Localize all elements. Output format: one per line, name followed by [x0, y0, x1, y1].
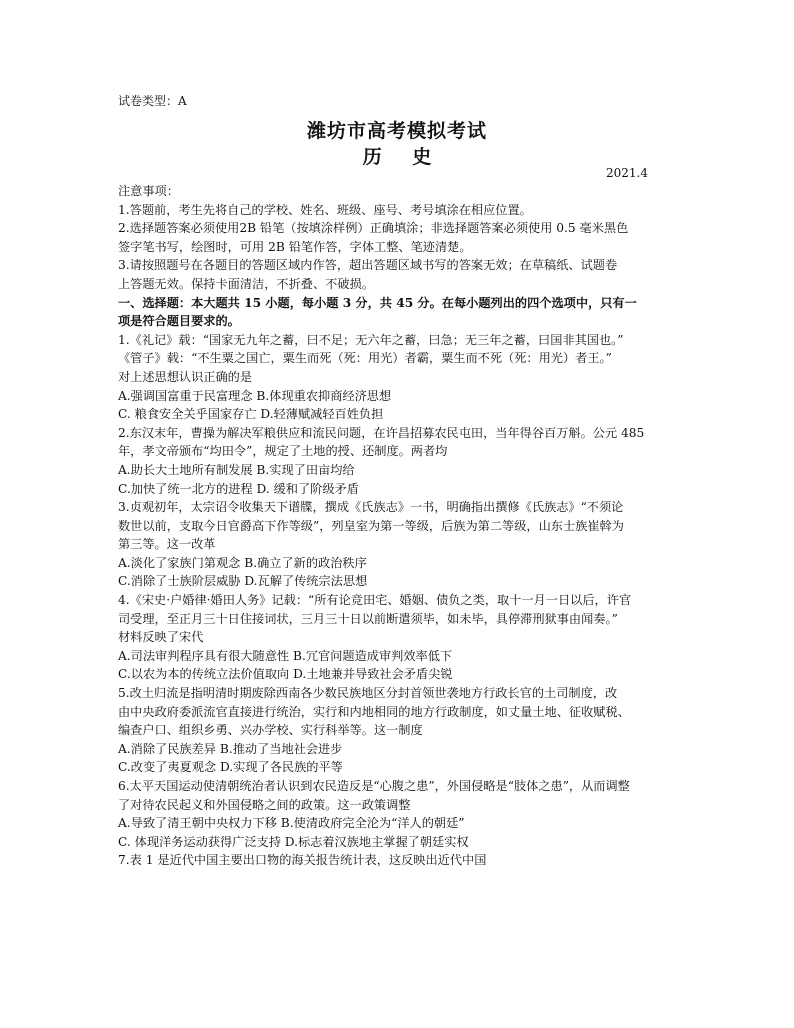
option-line: A.淡化了家族门第观念 B.确立了新的政治秩序	[118, 555, 367, 570]
notes-heading: 注意事项：	[118, 184, 179, 198]
question-line: 年，孝文帝颁布“均田令”，规定了土地的授、还制度。两者均	[118, 444, 448, 459]
question-line: 5.改土归流是指明清时期废除西南各少数民族地区分封首领世袭地方行政长官的土司制度，改	[118, 686, 618, 701]
question-line: 1.《礼记》载：“国家无九年之蓄，曰不足；无六年之蓄，曰急；无三年之蓄，曰国非其国也。”	[118, 332, 624, 347]
option-line: A.导致了清王朝中央权力下移 B.使清政府完全沦为“洋人的朝廷”	[118, 816, 465, 831]
note-line: 1.答题前，考生先将自己的学校、姓名、班级、座号、考号填涂在相应位置。	[118, 202, 532, 217]
question-line: 数世以前，支取今日官爵高下作等级”，列皇室为第一等级，后族为第二等级，山东士族崔斡为	[118, 518, 624, 533]
question-line: 第三等。这一改革	[118, 537, 216, 552]
note-line: 2.选择题答案必须使用2B 铅笔（按填涂样例）正确填涂；非选择题答案必须使用 0.5 毫米黑色	[118, 221, 629, 236]
question-line: 6.太平天国运动使清朝统治者认识到农民造反是“心腹之患”，外国侵略是“肢体之患”，从而调整	[118, 779, 630, 793]
option-line: C. 体现洋务运动获得广泛支持 D.标志着汉族地主掌握了朝廷实权	[118, 834, 469, 849]
question-list	[118, 331, 686, 870]
exam-body	[118, 182, 686, 870]
question-line: 《管子》载：“不生粟之国亡，粟生而死（死：用光）者霸，粟生而不死（死：用光）者王。”	[118, 351, 612, 366]
option-line: A.助长大土地所有制发展 B.实现了田亩均给	[118, 462, 355, 477]
option-line: A.消除了民族差异 B.推动了当地社会进步	[118, 741, 343, 756]
exam-title: 潍坊市高考模拟考试	[306, 120, 487, 142]
note-line: 3.请按照题号在各题目的答题区域内作答，超出答题区域书写的答案无效；在草稿纸、试题卷	[118, 258, 618, 273]
option-line: C.改变了夷夏观念 D.实现了各民族的平等	[118, 760, 343, 775]
section-heading-line: 项是符合题目要求的。	[118, 314, 240, 329]
question-line: 由中央政府委派流官直接进行统治，实行和内地相同的地方行政制度，如丈量土地、征收赋税、	[118, 704, 630, 719]
option-line: C.加快了统一北方的进程 D. 缓和了阶级矛盾	[118, 481, 359, 496]
exam-subject: 历 史	[362, 146, 432, 168]
note-line: 签字笔书写，绘图时，可用 2B 铅笔作答，字体工整、笔迹清楚。	[118, 239, 472, 254]
notes-block	[118, 182, 686, 294]
section-heading-line: 一、选择题：本大题共 15 小题，每小题 3 分，共 45 分。在每小题列出的四个选项中，只有一	[118, 295, 637, 310]
option-line: C. 粮食安全关乎国家存亡 D.轻薄赋减轻百姓负担	[118, 407, 384, 422]
option-line: C.以农为本的传统立法价值取向 D.土地兼并导致社会矛盾尖锐	[118, 667, 453, 682]
question-line: 3.贞观初年，太宗诏令收集天下谱牒，撰成《氏族志》一书，明确指出撰修《氏族志》“不须论	[118, 500, 624, 515]
option-line: C.消除了士族阶层威胁 D.瓦解了传统宗法思想	[118, 574, 368, 589]
question-line: 编查户口、组织乡勇、兴办学校、实行科举等。这一制度	[118, 723, 423, 738]
question-line: 司受理，至正月三十日住接词状，三月三十日以前断遣须毕，如未毕，具停滞刑狱事由闻奏。”	[118, 611, 618, 626]
note-line: 上答题无效。保持卡面清洁，不折叠、不破损。	[118, 276, 374, 291]
exam-date: 2021.4	[606, 166, 648, 180]
question-line: 2.东汉末年，曹操为解决军粮供应和流民问题，在许昌招募农民屯田，当年得谷百万斛。公元 485	[118, 425, 645, 440]
question-line: 了对待农民起义和外国侵略之间的政策。这一政策调整	[118, 797, 411, 812]
paper-type: 试卷类型：A	[118, 94, 187, 108]
question-line: 材料反映了宋代	[118, 630, 204, 645]
question-line: 4.《宋史·户婚律·婚田人务》记载：“所有论竞田宅、婚姻、债负之类，取十一月一日以后，许官	[118, 593, 632, 608]
option-line: A.司法审判程序具有很大随意性 B.冗官问题造成审判效率低下	[118, 648, 453, 663]
question-line: 对上述思想认识正确的是	[118, 369, 253, 384]
question-line: 7.表 1 是近代中国主要出口物的海关报告统计表，这反映出近代中国	[118, 853, 487, 868]
section-heading	[118, 294, 686, 331]
option-line: A.强调国富重于民富理念 B.体现重农抑商经济思想	[118, 388, 392, 403]
